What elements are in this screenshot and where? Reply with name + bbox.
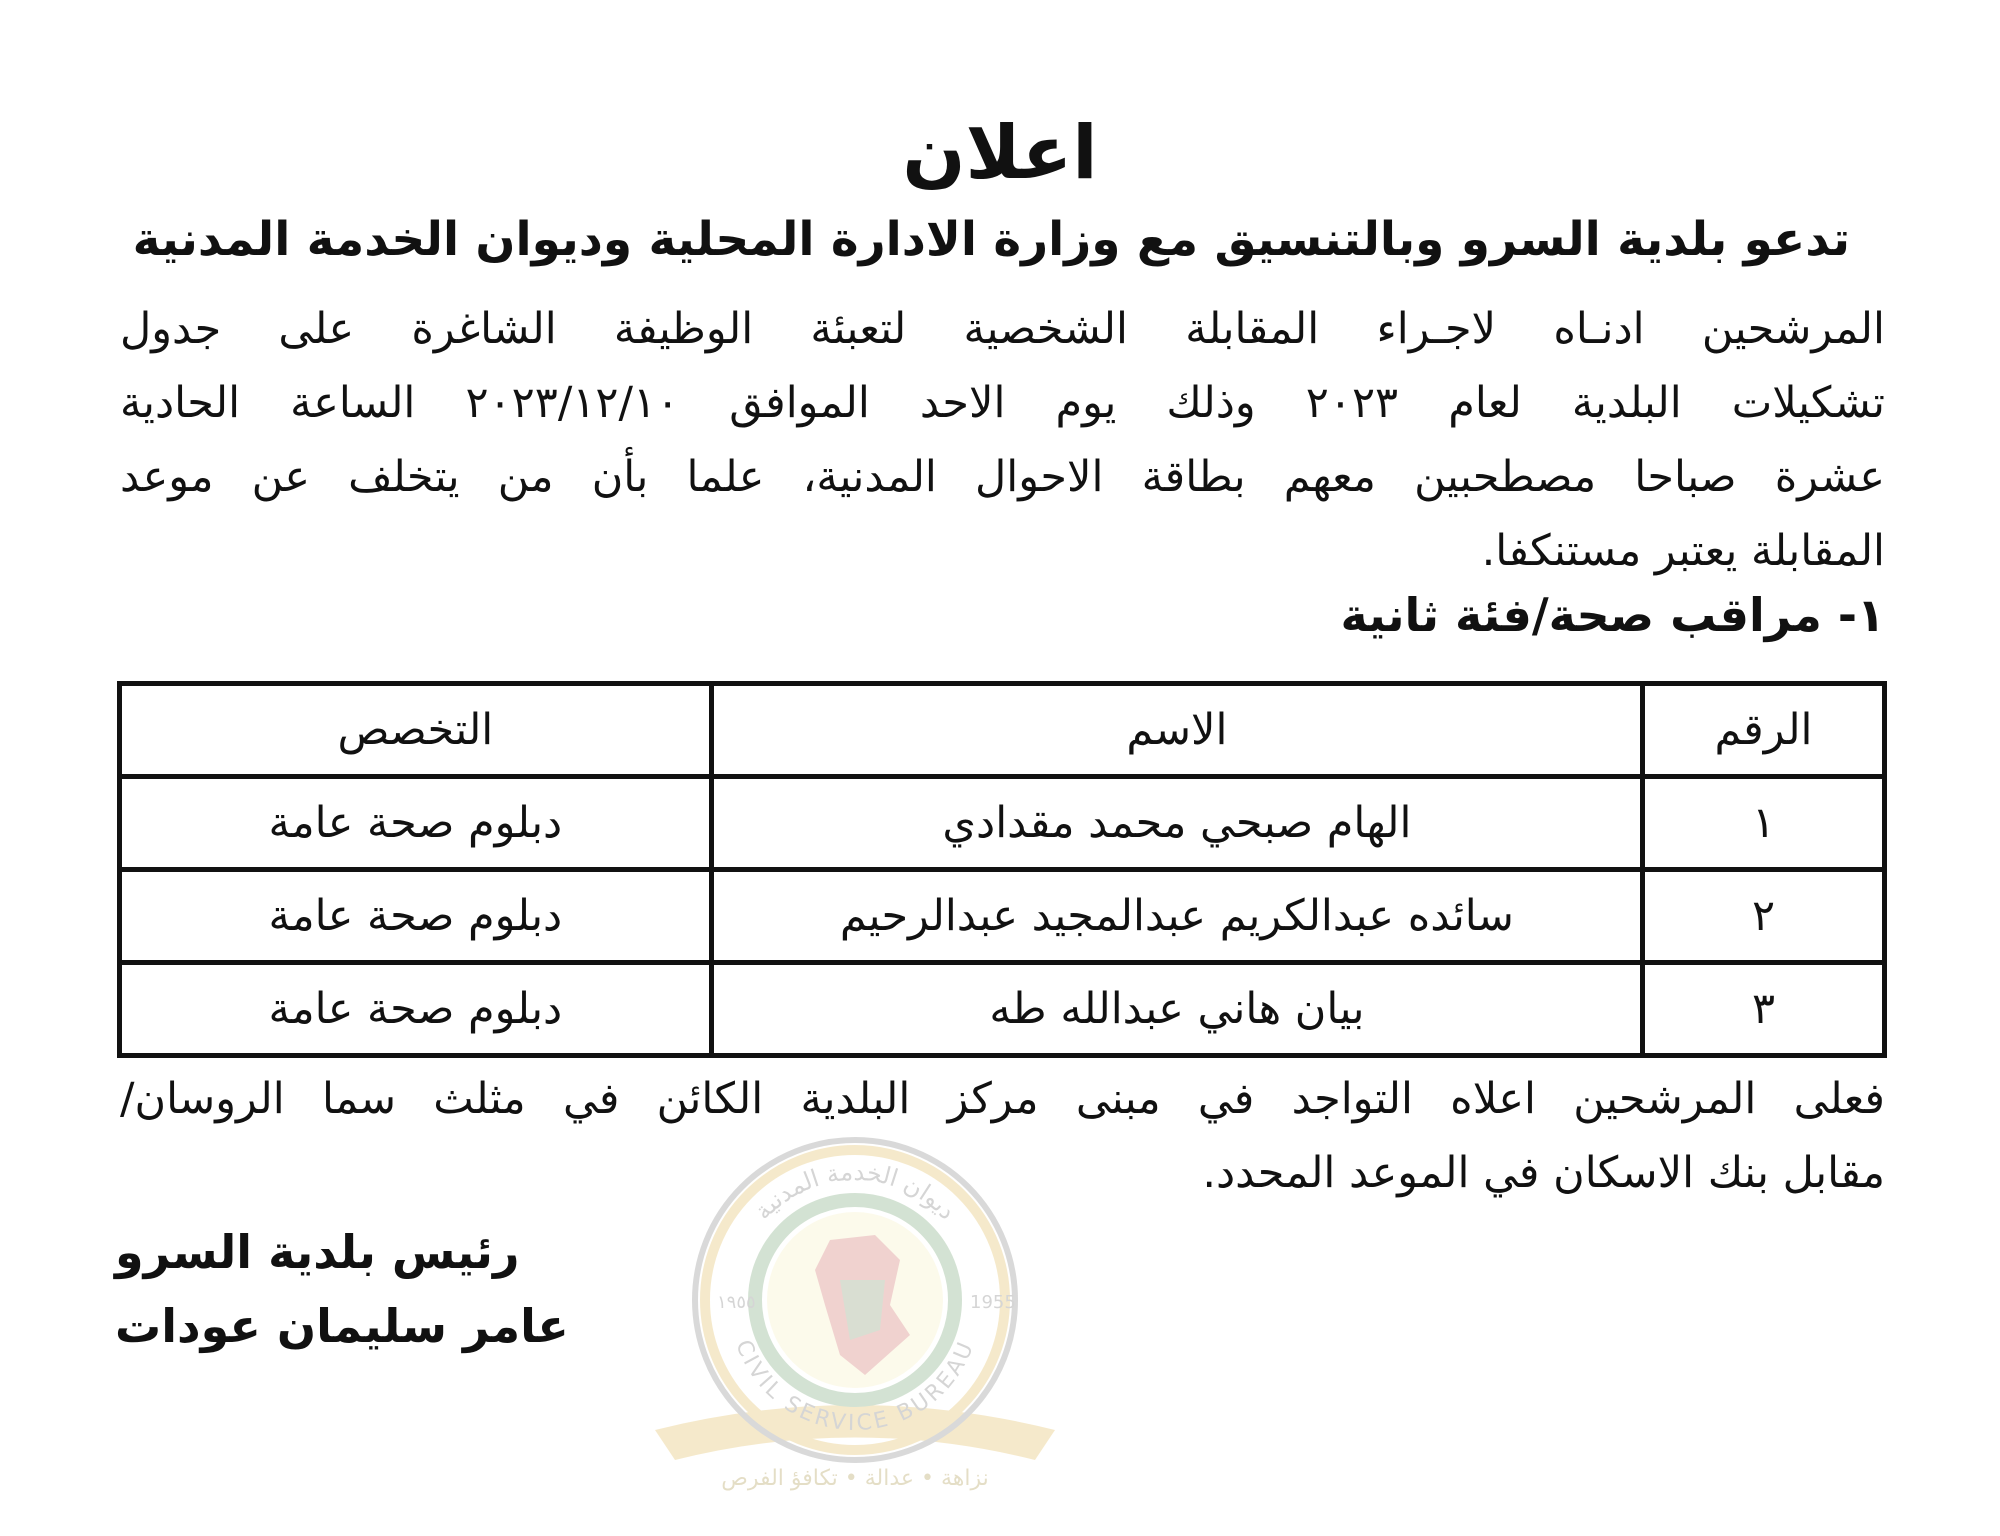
body-line: عشرة صباحا مصطحبين معهم بطاقة الاحوال المدنية، علما بأن من يتخلف عن موعد [120, 452, 1885, 502]
row-number: ٢ [1643, 870, 1885, 963]
seal-year-right: 1955 [970, 1292, 1016, 1313]
seal-text-ar: ديوان الخدمة المدنية [748, 1157, 962, 1226]
row-number: ٣ [1643, 963, 1885, 1056]
row-specialization: دبلوم صحة عامة [120, 777, 712, 870]
body-line: تشكيلات البلدية لعام ٢٠٢٣ وذلك يوم الاحد الموافق ٢٠٢٣/١٢/١٠ الساعة الحادية [120, 378, 1885, 428]
candidates-table [117, 681, 1887, 1058]
announcement-body [120, 292, 1885, 588]
seal-text-en: CIVIL SERVICE BUREAU [730, 1336, 980, 1437]
header-name: الاسم [711, 684, 1642, 777]
signature-name: عامر سليمان عودات [115, 1299, 569, 1353]
header-specialization: التخصص [120, 684, 712, 777]
announcement-footer [120, 1062, 1885, 1210]
row-name: بيان هاني عبدالله طه [711, 963, 1642, 1056]
footer-line: فعلى المرشحين اعلاه التواجد في مبنى مركز البلدية الكائن في مثلث سما الروسان/ [120, 1074, 1885, 1124]
body-line: المرشحين ادنـاه لاجـراء المقابلة الشخصية لتعبئة الوظيفة الشاغرة على جدول [120, 304, 1885, 354]
signature-block [115, 1215, 615, 1363]
seal-motto: نزاهة • عدالة • تكافؤ الفرص [721, 1466, 989, 1491]
table-row [120, 870, 1885, 963]
section-heading: ١- مراقب صحة/فئة ثانية [1340, 588, 1885, 642]
row-name: سائده عبدالكريم عبدالمجيد عبدالرحيم [711, 870, 1642, 963]
footer-line: مقابل بنك الاسكان في الموعد المحدد. [1202, 1148, 1885, 1198]
announcement-title: اعلان [902, 110, 1098, 196]
seal-year-left: ١٩٥٥ [717, 1292, 756, 1313]
header-number: الرقم [1643, 684, 1885, 777]
row-number: ١ [1643, 777, 1885, 870]
row-name: الهام صبحي محمد مقدادي [711, 777, 1642, 870]
body-line: المقابلة يعتبر مستنكفا. [1481, 526, 1885, 576]
row-specialization: دبلوم صحة عامة [120, 963, 712, 1056]
table-row [120, 963, 1885, 1056]
signature-title: رئيس بلدية السرو [115, 1225, 520, 1279]
table-row [120, 777, 1885, 870]
row-specialization: دبلوم صحة عامة [120, 870, 712, 963]
announcement-subtitle: تدعو بلدية السرو وبالتنسيق مع وزارة الادارة المحلية وديوان الخدمة المدنية [132, 212, 1850, 267]
table-header-row [120, 684, 1885, 777]
